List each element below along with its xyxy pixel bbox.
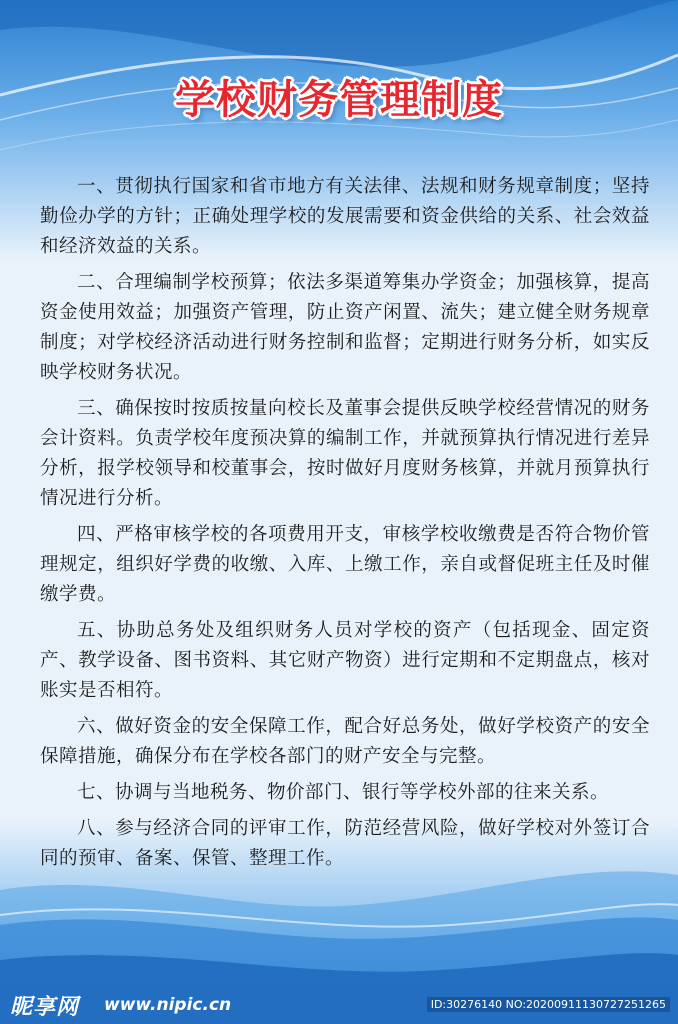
clause-4: 四、严格审核学校的各项费用开支，审核学校收缴费是否符合物价管理规定，组织好学费的收缴、入库、上缴工作，亲自或督促班主任及时催缴学费。 bbox=[40, 524, 650, 605]
watermark-logo: 昵享网 bbox=[10, 995, 80, 1020]
watermark-bar bbox=[0, 988, 678, 1024]
clause-8: 八、参与经济合同的评审工作，防范经营风险，做好学校对外签订合同的预审、备案、保管、整理工作。 bbox=[40, 818, 650, 869]
clause-7: 七、协调与当地税务、物价部门、银行等学校外部的往来关系。 bbox=[77, 782, 610, 803]
clause-6: 六、做好资金的安全保障工作，配合好总务处，做好学校资产的安全保障措施，确保分布在学校各部门的财产安全与完整。 bbox=[40, 716, 650, 767]
watermark-id: ID:30276140 NO:20200911130727251265 bbox=[427, 997, 670, 1012]
clause-5: 五、协助总务处及组织财务人员对学校的资产（包括现金、固定资产、教学设备、图书资料、其它财产物资）进行定期和不定期盘点，核对账实是否相符。 bbox=[40, 620, 650, 701]
regulation-text bbox=[40, 172, 650, 880]
watermark-site: www.nipic.cn bbox=[104, 995, 232, 1015]
clause-1: 一、贯彻执行国家和省市地方有关法律、法规和财务规章制度；坚持勤俭办学的方针；正确处理学校的发展需要和资金供给的关系、社会效益和经济效益的关系。 bbox=[40, 176, 650, 257]
page-title: 学校财务管理制度 bbox=[175, 77, 503, 123]
clause-3: 三、确保按时按质按量向校长及董事会提供反映学校经营情况的财务会计资料。负责学校年度预决算的编制工作，并就预算执行情况进行差异分析，报学校领导和校董事会，按时做好月度财务核算，并就月预算执行情况进行分析。 bbox=[40, 398, 650, 509]
clause-2: 二、合理编制学校预算；依法多渠道筹集办学资金；加强核算，提高资金使用效益；加强资产管理，防止资产闲置、流失；建立健全财务规章制度；对学校经济活动进行财务控制和监督；定期进行财务分析，如实反映学校财务状况。 bbox=[40, 272, 650, 383]
